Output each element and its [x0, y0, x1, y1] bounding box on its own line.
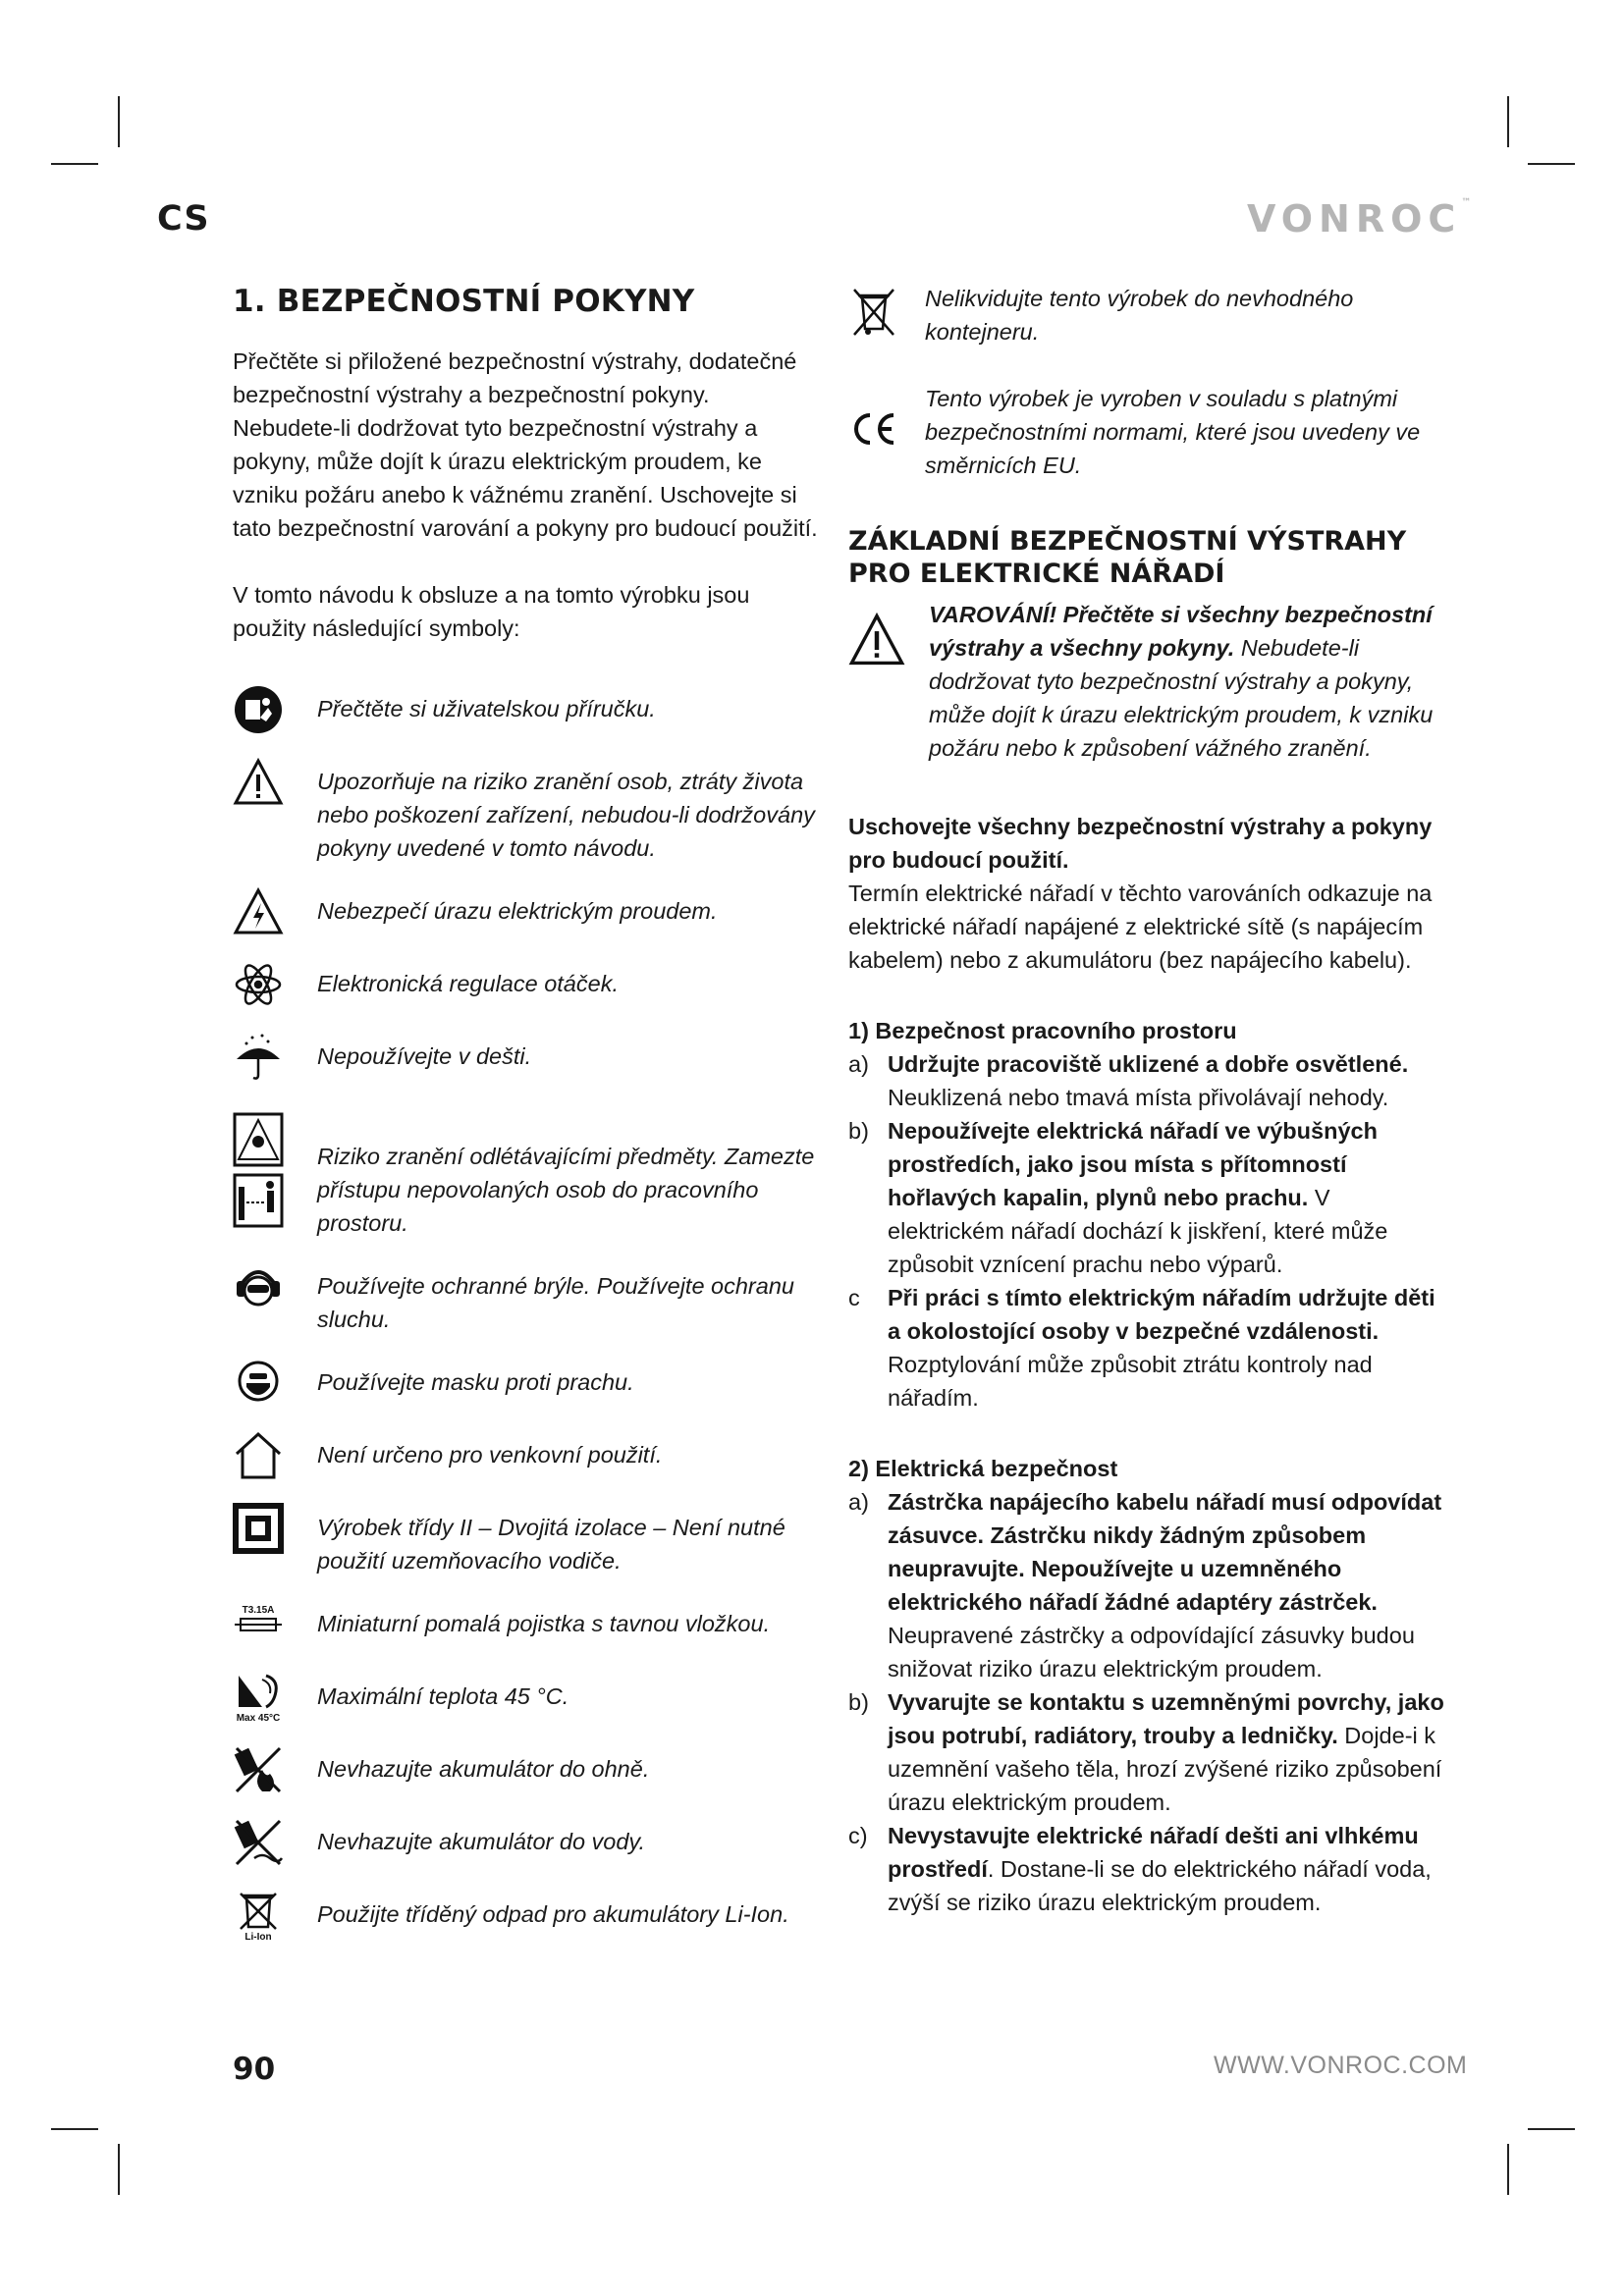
no-fire-battery-icon: [233, 1744, 284, 1795]
symbol-row: [233, 757, 822, 865]
fuse-icon: [233, 1599, 284, 1650]
symbol-row: [233, 1890, 822, 1941]
symbol-row: [233, 1358, 822, 1409]
symbol-row: [848, 382, 1447, 482]
dust-mask-icon: [233, 1358, 284, 1409]
crossed-bin-icon: [848, 286, 899, 337]
fuse-label: T3.15A: [242, 1605, 275, 1616]
symbol-row: [233, 1744, 822, 1795]
symbol-text: Nebezpečí úrazu elektrickým proudem.: [317, 898, 718, 924]
section-title: 1. BEZPEČNOSTNÍ POKYNY: [233, 284, 695, 319]
list-item: b) Vyvarujte se kontaktu s uzemněnými povrchy, jako jsou potrubí, radiátory, trouby a ledničky. Dojde-i k uzemnění vašeho těla, hrozí zvýšené riziko způsobení úrazu elektrickým proudem.: [848, 1689, 1444, 1815]
read-manual-icon: [233, 684, 284, 735]
warning-block: [848, 598, 1447, 765]
list-item: b) Nepoužívejte elektrická nářadí ve výbušných prostředích, jako jsou místa s přítomností hořlavých kapalin, plynů nebo prachu. V elektrickém nářadí dochází k jiskření, které může způsobit vznícení prachu nebo výparů.: [848, 1118, 1388, 1277]
symbol-row: [233, 1817, 822, 1868]
symbol-row: [233, 1112, 822, 1240]
symbol-row: [233, 1261, 822, 1336]
crop-mark: [1528, 2128, 1575, 2130]
li-ion-recycle-icon: [233, 1890, 284, 1941]
symbol-row: [233, 1599, 822, 1650]
language-code: CS: [157, 199, 210, 239]
class-ii-insulation-icon: [233, 1503, 284, 1554]
intro-paragraph: Přečtěte si přiložené bezpečnostní výstrahy, dodatečné bezpečnostní výstrahy a bezpečnostní pokyny. Nebudete-li dodržovat tyto bezpečnostní výstrahy a pokyny, může dojít k úrazu elektrickým proudem, ke vzniku požáru anebo k vážnému zranění. Uschovejte si tato bezpečnostní varování a pokyny pro budoucí použití.: [233, 348, 818, 541]
warning-triangle-icon: [848, 612, 905, 668]
li-ion-label: Li-Ion: [244, 1932, 272, 1941]
symbol-row: [233, 886, 822, 937]
symbol-text: Riziko zranění odlétávajícími předměty. Zamezte přístupu nepovolaných osob do pracovního prostoru.: [317, 1144, 815, 1236]
electronic-speed-icon: [233, 959, 284, 1010]
right-column: [848, 282, 1447, 1919]
max-temperature-icon: [233, 1672, 284, 1723]
symbol-row: [233, 1032, 822, 1083]
page-number: 90: [233, 2052, 276, 2087]
symbols-intro: V tomto návodu k obsluze a na tomto výrobku jsou použity následující symboly:: [233, 582, 750, 641]
symbol-text: Používejte masku proti prachu.: [317, 1369, 634, 1395]
crop-mark: [1528, 163, 1575, 165]
list-item: a) Udržujte pracoviště uklizené a dobře osvětlené. Neuklizená nebo tmavá místa přivolávají nehody.: [848, 1051, 1409, 1110]
symbol-text: Maximální teplota 45 °C.: [317, 1683, 569, 1709]
electric-shock-icon: [233, 886, 284, 937]
crop-mark: [1507, 96, 1509, 147]
website-link[interactable]: WWW.VONROC.COM: [1214, 2052, 1468, 2079]
term-definition: Termín elektrické nářadí v těchto varováních odkazuje na elektrické nářadí napájené z elektrické sítě (s napájecím kabelem) nebo z akumulátoru (bez napájecího kabelu).: [848, 881, 1433, 973]
section-work-area-title: 1) Bezpečnost pracovního prostoru: [848, 1018, 1237, 1043]
symbol-row: [848, 282, 1447, 348]
crop-mark: [118, 2144, 120, 2195]
symbol-row: [233, 1430, 822, 1481]
crop-mark: [51, 163, 98, 165]
symbol-row: [233, 1672, 822, 1723]
symbol-text: Používejte ochranné brýle. Používejte ochranu sluchu.: [317, 1273, 794, 1332]
symbol-text: Nelikvidujte tento výrobek do nevhodného kontejneru.: [925, 286, 1354, 345]
indoor-house-icon: [233, 1430, 284, 1481]
symbol-text: Nevhazujte akumulátor do vody.: [317, 1829, 645, 1854]
ce-mark-icon: [848, 403, 899, 454]
symbol-text: Použijte tříděný odpad pro akumulátory Li-Ion.: [317, 1901, 789, 1927]
flying-debris-icon: [233, 1112, 284, 1230]
list-item: c Při práci s tímto elektrickým nářadím udržujte děti a okolostojící osoby v bezpečné vzdálenosti. Rozptylování může způsobit ztrátu kontroly nad nářadím.: [848, 1285, 1435, 1411]
goggles-ear-protection-icon: [233, 1261, 284, 1312]
symbol-row: [233, 684, 822, 735]
left-column: [233, 282, 822, 1962]
warning-text: VAROVÁNÍ! Přečtěte si všechny bezpečnostní výstrahy a všechny pokyny. Nebudete-li dodržovat tyto bezpečnostní výstrahy a pokyny, může dojít k úrazu elektrickým proudem, k vzniku požáru nebo k způsobení vážného zranění.: [929, 602, 1434, 761]
keep-instructions: Uschovejte všechny bezpečnostní výstrahy a pokyny pro budoucí použití.: [848, 814, 1433, 873]
brand-logo: VONROC™: [1247, 197, 1472, 240]
crop-mark: [51, 2128, 98, 2130]
symbol-text: Tento výrobek je vyroben v souladu s platnými bezpečnostními normami, které jsou uvedeny ve směrnicích EU.: [925, 386, 1421, 478]
crop-mark: [118, 96, 120, 147]
symbol-row: [233, 959, 822, 1010]
symbol-text: Nevhazujte akumulátor do ohně.: [317, 1756, 650, 1782]
list-item: a) Zástrčka napájecího kabelu nářadí musí odpovídat zásuvce. Zástrčku nikdy žádným způsobem neupravujte. Nepoužívejte u uzemněného elektrického nářadí žádné adaptéry zástrček. Neupravené zástrčky a odpovídající zásuvky budou snižovat riziko úrazu elektrickým proudem.: [848, 1489, 1442, 1682]
symbol-text: Výrobek třídy II – Dvojitá izolace – Není nutné použití uzemňovacího vodiče.: [317, 1515, 785, 1574]
list-item: c) Nevystavujte elektrické nářadí dešti ani vlhkému prostředí. Dostane-li se do elektrického nářadí voda, zvýší se riziko úrazu elektrickým proudem.: [848, 1823, 1432, 1915]
section-electrical-title: 2) Elektrická bezpečnost: [848, 1456, 1118, 1481]
crop-mark: [1507, 2144, 1509, 2195]
symbol-text: Upozorňuje na riziko zranění osob, ztráty života nebo poškození zařízení, nebudou-li dodržovány pokyny uvedené v tomto návodu.: [317, 769, 815, 861]
symbol-text: Nepoužívejte v dešti.: [317, 1043, 532, 1069]
no-water-battery-icon: [233, 1817, 284, 1868]
symbol-text: Přečtěte si uživatelskou příručku.: [317, 696, 656, 721]
temperature-label: Max 45°C: [236, 1713, 281, 1723]
symbol-row: [233, 1503, 822, 1577]
symbol-text: Elektronická regulace otáček.: [317, 971, 619, 996]
symbol-text: Není určeno pro venkovní použití.: [317, 1442, 663, 1468]
warning-triangle-icon: [233, 757, 284, 808]
symbol-text: Miniaturní pomalá pojistka s tavnou vložkou.: [317, 1611, 771, 1636]
general-safety-heading: ZÁKLADNÍ BEZPEČNOSTNÍ VÝSTRAHY PRO ELEKTRICKÉ NÁŘADÍ: [848, 526, 1407, 589]
umbrella-rain-icon: [233, 1032, 284, 1083]
